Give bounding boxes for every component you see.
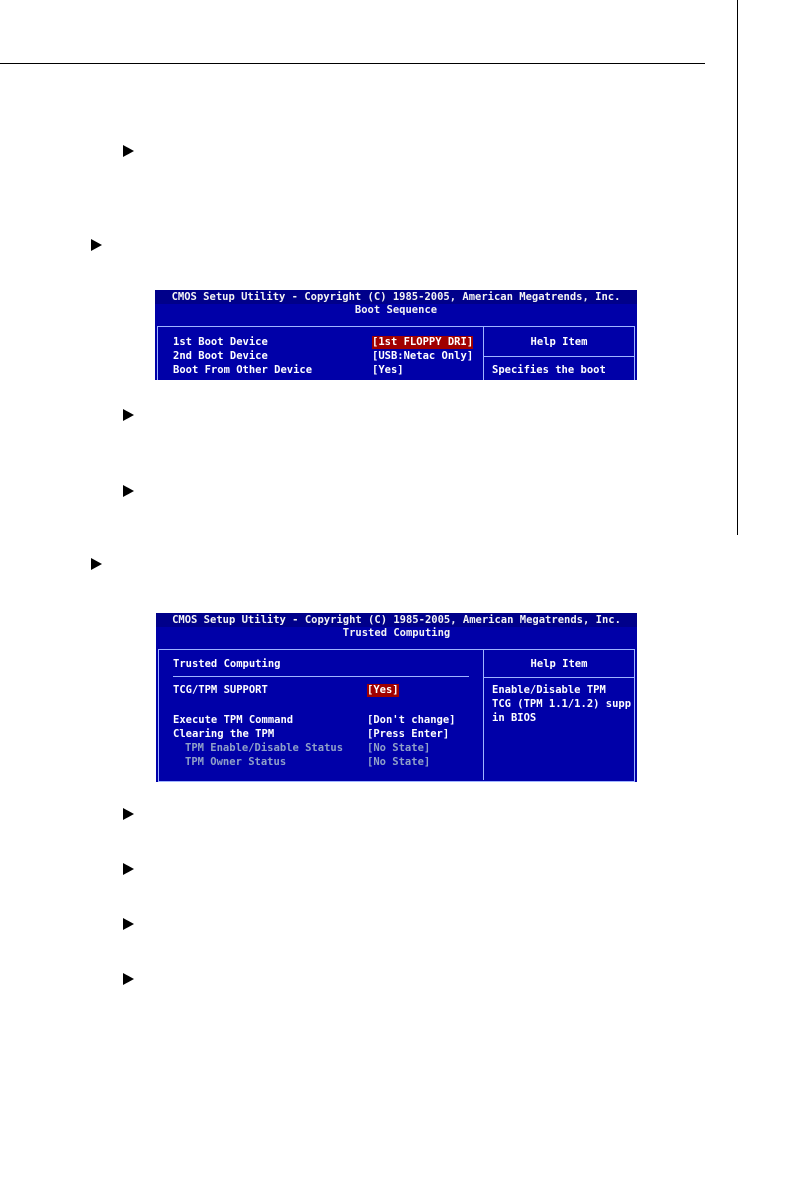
help-text: Specifies the boot [492, 364, 606, 376]
bullet-icon [123, 808, 134, 820]
boot-sequence-screenshot [155, 290, 637, 380]
section-underline [173, 676, 469, 677]
bullet-icon [123, 973, 134, 985]
menu-item-label[interactable]: TCG/TPM SUPPORT [173, 684, 268, 696]
bios-subtitle: Trusted Computing [342, 627, 451, 639]
side-rule [737, 0, 738, 535]
menu-item-label[interactable]: Boot From Other Device [173, 364, 313, 376]
bullet-icon [123, 145, 134, 157]
header-rule [0, 63, 705, 64]
bios-title: CMOS Setup Utility - Copyright (C) 1985-2005, American Megatrends, Inc. [155, 290, 637, 304]
help-line: in BIOS [492, 712, 537, 724]
help-separator [484, 356, 634, 357]
trusted-computing-screenshot [156, 613, 637, 782]
menu-item-label: TPM Owner Status [185, 756, 287, 768]
menu-item-value[interactable]: [Yes] [372, 364, 404, 376]
bullet-icon [123, 918, 134, 930]
help-separator [484, 677, 634, 678]
bios-divider [483, 326, 484, 380]
help-line: Enable/Disable TPM [492, 684, 606, 696]
menu-item-label[interactable]: 2nd Boot Device [173, 350, 268, 362]
bullet-icon [91, 239, 102, 251]
help-line: TCG (TPM 1.1/1.2) supp [492, 698, 632, 710]
bios-subtitle: Boot Sequence [354, 304, 438, 316]
bullet-icon [123, 409, 134, 421]
menu-item-value: [No State] [367, 742, 431, 754]
bios-title: CMOS Setup Utility - Copyright (C) 1985-2005, American Megatrends, Inc. [156, 613, 637, 627]
bullet-icon [123, 485, 134, 497]
bullet-icon [91, 558, 102, 570]
section-heading: Trusted Computing [173, 658, 281, 670]
help-title: Help Item [530, 658, 588, 670]
menu-item-value[interactable]: [1st FLOPPY DRI] [372, 336, 474, 348]
menu-item-value[interactable]: [USB:Netac Only] [372, 350, 474, 362]
menu-item-label: TPM Enable/Disable Status [185, 742, 344, 754]
menu-item-label[interactable]: 1st Boot Device [173, 336, 268, 348]
menu-item-value[interactable]: [Yes] [367, 684, 399, 696]
menu-item-label[interactable]: Clearing the TPM [173, 728, 275, 740]
bullet-icon [123, 863, 134, 875]
menu-item-value[interactable]: [Don't change] [367, 714, 456, 726]
menu-item-value[interactable]: [Press Enter] [367, 728, 450, 740]
menu-item-label[interactable]: Execute TPM Command [173, 714, 294, 726]
menu-item-value: [No State] [367, 756, 431, 768]
help-title: Help Item [530, 336, 588, 348]
